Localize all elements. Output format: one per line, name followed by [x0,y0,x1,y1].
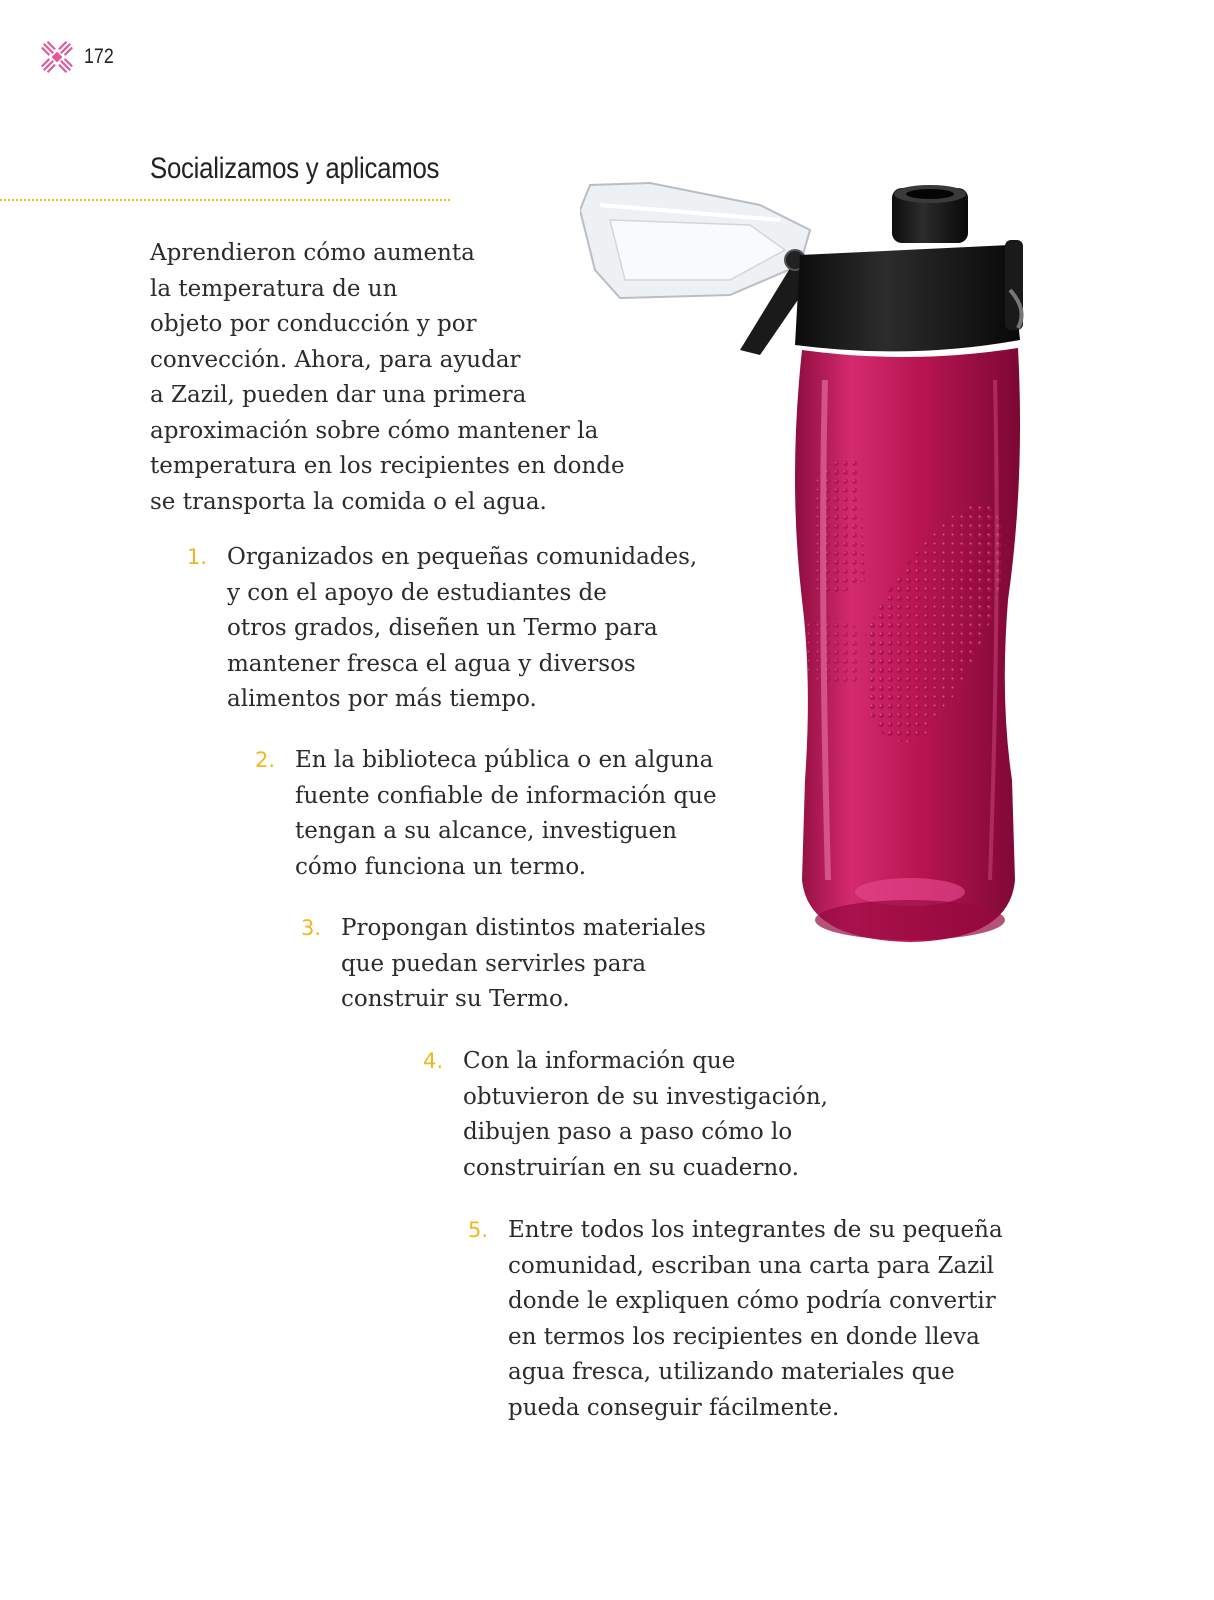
step-line: comunidad, escriban una carta para Zazil [508,1252,994,1279]
step-number: 4. [423,1049,444,1073]
step-line: En la biblioteca pública o en alguna [295,747,714,773]
step-5 [468,1213,1003,1426]
step-line: fuente confiable de información que [295,782,717,809]
step-line: dibujen paso a paso cómo lo [463,1119,793,1145]
step-3 [301,911,706,1018]
step-line: alimentos por más tiempo. [227,686,537,712]
step-line: Organizados en pequeñas comunidades, [227,544,698,570]
step-1 [187,540,698,718]
step-line: Con la información que [463,1048,736,1074]
step-number: 3. [301,916,322,940]
step-line: agua fresca, utilizando materiales que [508,1359,955,1385]
step-number: 2. [255,748,276,772]
page-header [38,38,119,76]
step-line: obtuvieron de su investigación, [463,1083,828,1110]
intro-line: objeto por conducción y por [150,311,477,337]
step-line: pueda conseguir fácilmente. [508,1394,840,1421]
step-line: cómo funciona un termo. [295,853,587,880]
section-title: Socializamos y aplicamos [150,152,440,185]
intro-line: temperatura en los recipientes en donde [150,453,625,479]
step-2 [255,743,717,885]
step-line: otros grados, diseñen un Termo para [227,615,658,641]
step-line: que puedan servirles para [341,950,647,977]
intro-line: aproximación sobre cómo mantener la [150,417,599,444]
step-line: y con el apoyo de estudiantes de [227,579,607,606]
step-line: Propongan distintos materiales [341,915,706,941]
intro-line: la temperatura de un [150,275,398,302]
step-line: mantener fresca el agua y diversos [227,650,636,677]
decorative-cross-icon [38,38,76,76]
intro-line: se transporta la comida o el agua. [150,488,547,515]
page-number: 172 [84,45,114,68]
title-divider [0,199,450,201]
step-number: 5. [468,1218,489,1242]
step-line: Entre todos los integrantes de su pequeña [508,1217,1003,1243]
intro-line: Aprendieron cómo aumenta [150,240,475,266]
step-number: 1. [187,545,208,569]
intro-line: a Zazil, pueden dar una primera [150,382,527,408]
intro-line: convección. Ahora, para ayudar [150,346,521,373]
step-line: construirían en su cuaderno. [463,1154,799,1181]
step-line: tengan a su alcance, investiguen [295,818,677,844]
step-line: donde le expliquen cómo podría convertir [508,1288,996,1314]
step-line: construir su Termo. [341,986,570,1012]
step-line: en termos los recipientes en donde lleva [508,1323,980,1350]
step-4 [423,1044,828,1186]
